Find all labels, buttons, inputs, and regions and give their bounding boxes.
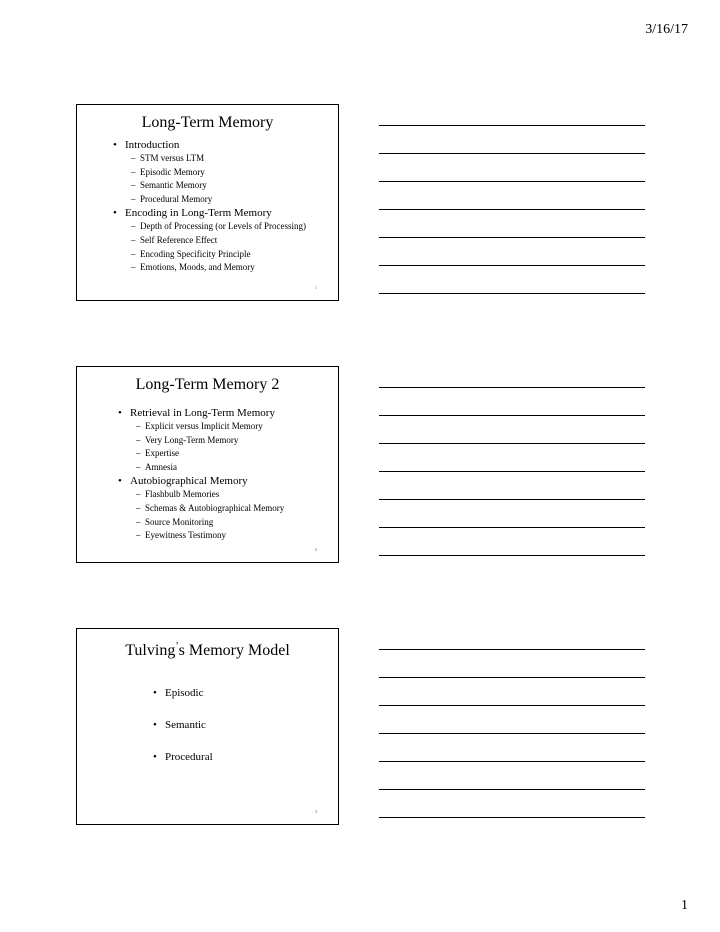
bullet-list <box>113 138 306 275</box>
sub-bullet-item: – STM versus LTM <box>131 152 306 166</box>
bullet-item <box>113 138 306 206</box>
slide-title: Long-Term Memory <box>141 114 274 131</box>
bullet-label: Autobiographical Memory <box>130 475 248 488</box>
note-line <box>379 790 645 818</box>
slide-title-main: Tulving <box>125 642 176 659</box>
sub-bullet-item: – Episodic Memory <box>131 166 306 180</box>
notes-lines <box>379 360 645 556</box>
note-line <box>379 388 645 416</box>
notes-lines <box>379 622 645 818</box>
note-line <box>379 622 645 650</box>
sub-bullet-item: – Very Long-Term Memory <box>136 434 284 448</box>
page-date: 3/16/17 <box>645 22 688 37</box>
slide-1 <box>76 104 339 301</box>
note-line <box>379 126 645 154</box>
note-line <box>379 444 645 472</box>
sub-bullet-item: – Explicit versus Implicit Memory <box>136 420 284 434</box>
sub-bullet-list <box>130 488 284 542</box>
slide-title <box>77 637 338 661</box>
sub-bullet-item: – Amnesia <box>136 461 284 475</box>
note-line <box>379 154 645 182</box>
sub-bullet-item: – Eyewitness Testimony <box>136 529 284 543</box>
notes-lines <box>379 98 645 294</box>
bullet-label: Introduction <box>125 139 180 151</box>
sub-bullet-list <box>130 420 284 474</box>
bullet-item <box>118 474 284 542</box>
sub-bullet-list <box>125 152 306 206</box>
slide-2 <box>76 366 339 563</box>
slide-number: 2 <box>315 547 317 552</box>
bullet-item: • Semantic <box>153 718 213 732</box>
note-line <box>379 182 645 210</box>
note-line <box>379 360 645 388</box>
slide-3 <box>76 628 339 825</box>
sub-bullet-item: – Flashbulb Memories <box>136 488 284 502</box>
note-line <box>379 528 645 556</box>
sub-bullet-item: – Procedural Memory <box>131 193 306 207</box>
bullet-item <box>113 206 306 274</box>
sub-bullet-item: – Encoding Specificity Principle <box>131 248 306 262</box>
sub-bullet-item: – Source Monitoring <box>136 516 284 530</box>
slide-title: Long-Term Memory 2 <box>135 376 280 393</box>
sub-bullet-item: – Depth of Processing (or Levels of Processing) <box>131 220 306 234</box>
sub-bullet-item: – Expertise <box>136 447 284 461</box>
note-line <box>379 762 645 790</box>
sub-bullet-item: – Schemas & Autobiographical Memory <box>136 502 284 516</box>
bullet-item: • Episodic <box>153 686 213 700</box>
bullet-label: Retrieval in Long-Term Memory <box>130 407 275 419</box>
bullet-item <box>118 406 284 474</box>
note-line <box>379 472 645 500</box>
sub-bullet-item: – Semantic Memory <box>131 179 306 193</box>
note-line <box>379 238 645 266</box>
slide-title-apostrophe: ’ <box>175 641 179 652</box>
bullet-label: Encoding in Long-Term Memory <box>125 207 272 220</box>
bullet-list <box>153 686 213 782</box>
note-line <box>379 210 645 238</box>
sub-bullet-item: – Emotions, Moods, and Memory <box>131 261 306 275</box>
note-line <box>379 734 645 762</box>
bullet-item: • Procedural <box>153 750 213 764</box>
page-number: 1 <box>681 898 688 913</box>
note-line <box>379 650 645 678</box>
sub-bullet-item: – Self Reference Effect <box>131 234 306 248</box>
slide-number: 1 <box>315 285 317 290</box>
slide-number: 3 <box>315 809 317 814</box>
note-line <box>379 706 645 734</box>
note-line <box>379 416 645 444</box>
note-line <box>379 98 645 126</box>
note-line <box>379 266 645 294</box>
slide-title-rest: s Memory Model <box>178 642 290 659</box>
note-line <box>379 500 645 528</box>
sub-bullet-list <box>125 220 306 274</box>
note-line <box>379 678 645 706</box>
bullet-list <box>118 406 284 543</box>
